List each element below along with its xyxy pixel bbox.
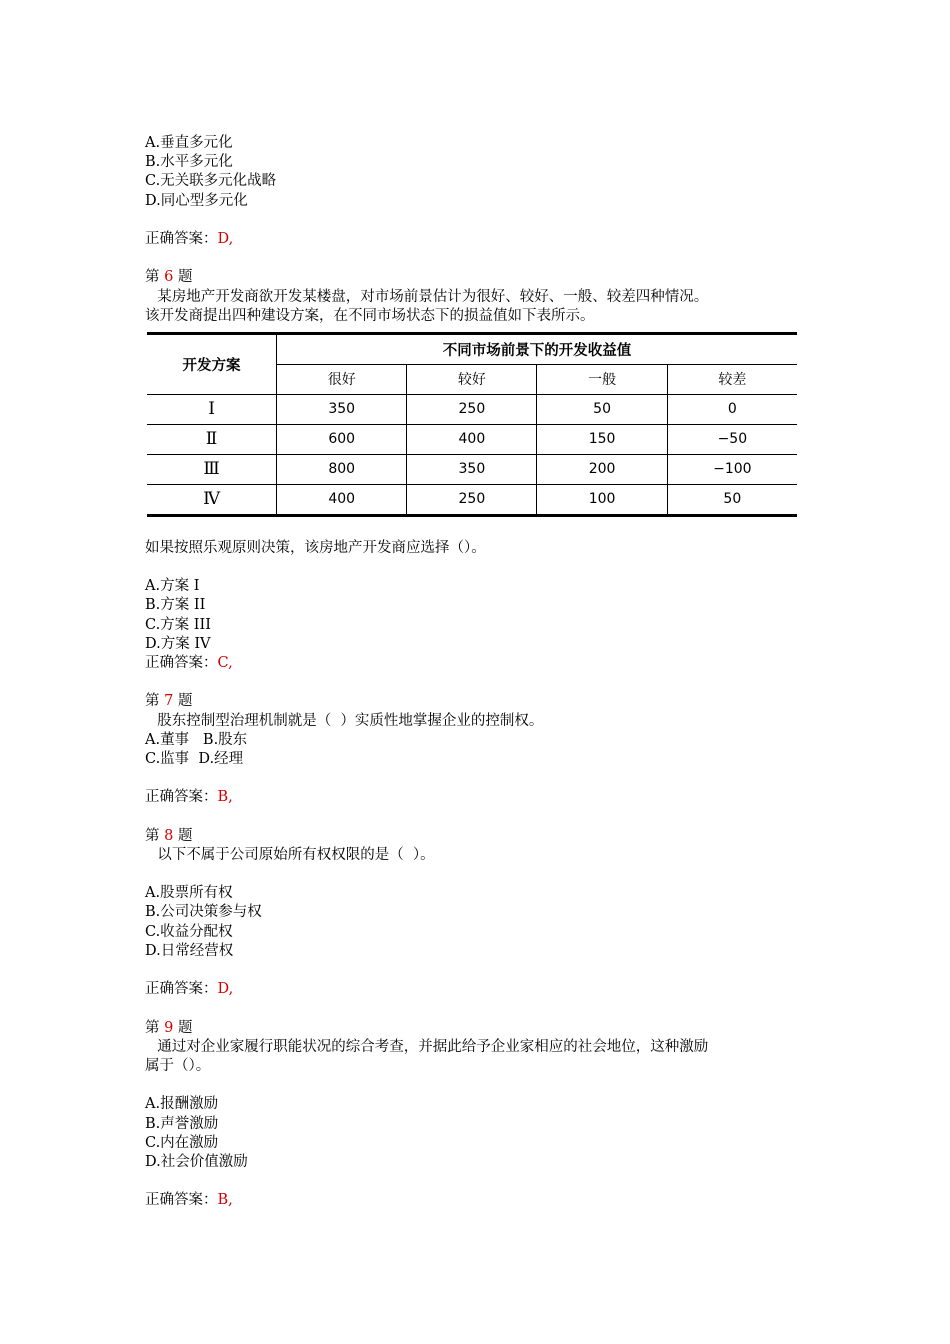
column-header: 一般 <box>537 364 667 394</box>
column-header: 很好 <box>277 364 407 394</box>
option-b: B.声誉激励 <box>145 1115 219 1132</box>
answer-label: 正确答案： <box>145 981 218 998</box>
answer-label: 正确答案： <box>145 789 218 806</box>
question-9-stem-line-1 <box>145 1038 805 1057</box>
column-header: 较差 <box>667 364 797 394</box>
answer-label: 正确答案： <box>145 230 218 247</box>
option-b: B.方案 II <box>145 597 206 614</box>
question-number: 7 <box>164 693 174 710</box>
stem-text: 某房地产开发商欲开发某楼盘，对市场前景估计为很好、较好、一般、较差四种情况。 <box>157 288 709 305</box>
value-cell: −50 <box>667 424 797 454</box>
question-8-answer <box>145 980 805 999</box>
question-9-heading <box>145 1019 805 1038</box>
option-d: D.同心型多元化 <box>145 192 248 209</box>
question-prefix: 第 <box>145 269 160 286</box>
question-6-options <box>145 577 805 654</box>
value-cell: 150 <box>537 424 667 454</box>
table-row <box>147 394 797 424</box>
payoff-table <box>147 332 797 517</box>
option-c: C.收益分配权 <box>145 923 233 940</box>
question-prefix: 第 <box>145 693 160 710</box>
option-b: B.公司决策参与权 <box>145 904 262 921</box>
answer-label: 正确答案： <box>145 655 218 671</box>
value-cell: 350 <box>277 394 407 424</box>
document-page <box>145 134 805 1210</box>
option-a: A.报酬激励 <box>145 1096 219 1113</box>
question-8-options <box>145 884 805 961</box>
value-cell: 350 <box>407 454 537 484</box>
value-cell: 250 <box>407 484 537 515</box>
question-6-heading <box>145 268 805 287</box>
option-a: A.股票所有权 <box>145 885 233 902</box>
value-cell: 600 <box>277 424 407 454</box>
option-c: C.无关联多元化战略 <box>145 173 277 190</box>
value-cell: 400 <box>407 424 537 454</box>
group-header: 不同市场前景下的开发收益值 <box>277 333 797 364</box>
question-7-heading <box>145 692 805 711</box>
value-cell: 50 <box>537 394 667 424</box>
question-5-options <box>145 134 805 211</box>
plan-cell: Ⅱ <box>147 424 277 454</box>
value-cell: 800 <box>277 454 407 484</box>
row-header: 开发方案 <box>147 333 277 394</box>
question-8-stem <box>145 846 805 865</box>
table-row <box>147 454 797 484</box>
question-9-stem-line-2: 属于（）。 <box>145 1057 211 1074</box>
option-c: C.内在激励 <box>145 1134 219 1151</box>
question-8-heading <box>145 827 805 846</box>
question-5-answer <box>145 230 805 249</box>
question-6-answer <box>145 654 805 673</box>
answer-label: 正确答案： <box>145 1192 218 1209</box>
option-c: C.方案 III <box>145 616 211 633</box>
question-number: 8 <box>164 827 174 844</box>
stem-text: 股东控制型治理机制就是（ ）实质性地掌握企业的控制权。 <box>157 712 544 729</box>
option-b: B.水平多元化 <box>145 154 233 171</box>
plan-cell: Ⅰ <box>147 394 277 424</box>
answer-value: D, <box>217 230 234 247</box>
question-7-stem <box>145 712 805 731</box>
question-6-stem-line-2: 该开发商提出四种建设方案，在不同市场状态下的损益值如下表所示。 <box>145 307 595 324</box>
value-cell: 50 <box>667 484 797 515</box>
plan-cell: Ⅲ <box>147 454 277 484</box>
question-7-options-line-2: C.监事 D.经理 <box>145 750 244 767</box>
question-9-answer <box>145 1191 805 1210</box>
column-header: 较好 <box>407 364 537 394</box>
question-prefix: 第 <box>145 1019 160 1036</box>
answer-value: D, <box>217 981 234 998</box>
answer-value: B, <box>217 789 233 806</box>
table-row <box>147 484 797 515</box>
question-suffix: 题 <box>177 693 193 710</box>
stem-text: 以下不属于公司原始所有权权限的是（ ）。 <box>157 846 435 863</box>
question-6-question: 如果按照乐观原则决策，该房地产开发商应选择（）。 <box>145 539 486 556</box>
question-number: 6 <box>164 269 174 286</box>
question-7-answer <box>145 788 805 807</box>
question-suffix: 题 <box>177 827 193 844</box>
plan-cell: Ⅳ <box>147 484 277 515</box>
option-d: D.方案 IV <box>145 635 211 652</box>
question-prefix: 第 <box>145 827 160 844</box>
question-suffix: 题 <box>177 269 193 286</box>
table-row <box>147 424 797 454</box>
value-cell: 100 <box>537 484 667 515</box>
value-cell: 200 <box>537 454 667 484</box>
answer-value: B, <box>217 1192 233 1209</box>
stem-text: 通过对企业家履行职能状况的综合考查，并据此给予企业家相应的社会地位，这种激励 <box>157 1038 709 1055</box>
value-cell: −100 <box>667 454 797 484</box>
value-cell: 400 <box>277 484 407 515</box>
question-number: 9 <box>164 1019 174 1036</box>
option-d: D.社会价值激励 <box>145 1153 248 1170</box>
question-7-options-line-1: A.董事 B.股东 <box>145 731 248 748</box>
question-9-options <box>145 1095 805 1172</box>
answer-value: C, <box>217 655 233 671</box>
question-6-stem-line-1 <box>145 288 805 307</box>
question-suffix: 题 <box>177 1019 193 1036</box>
option-d: D.日常经营权 <box>145 942 234 959</box>
value-cell: 0 <box>667 394 797 424</box>
option-a: A.垂直多元化 <box>145 135 233 151</box>
option-a: A.方案 I <box>145 578 200 595</box>
value-cell: 250 <box>407 394 537 424</box>
